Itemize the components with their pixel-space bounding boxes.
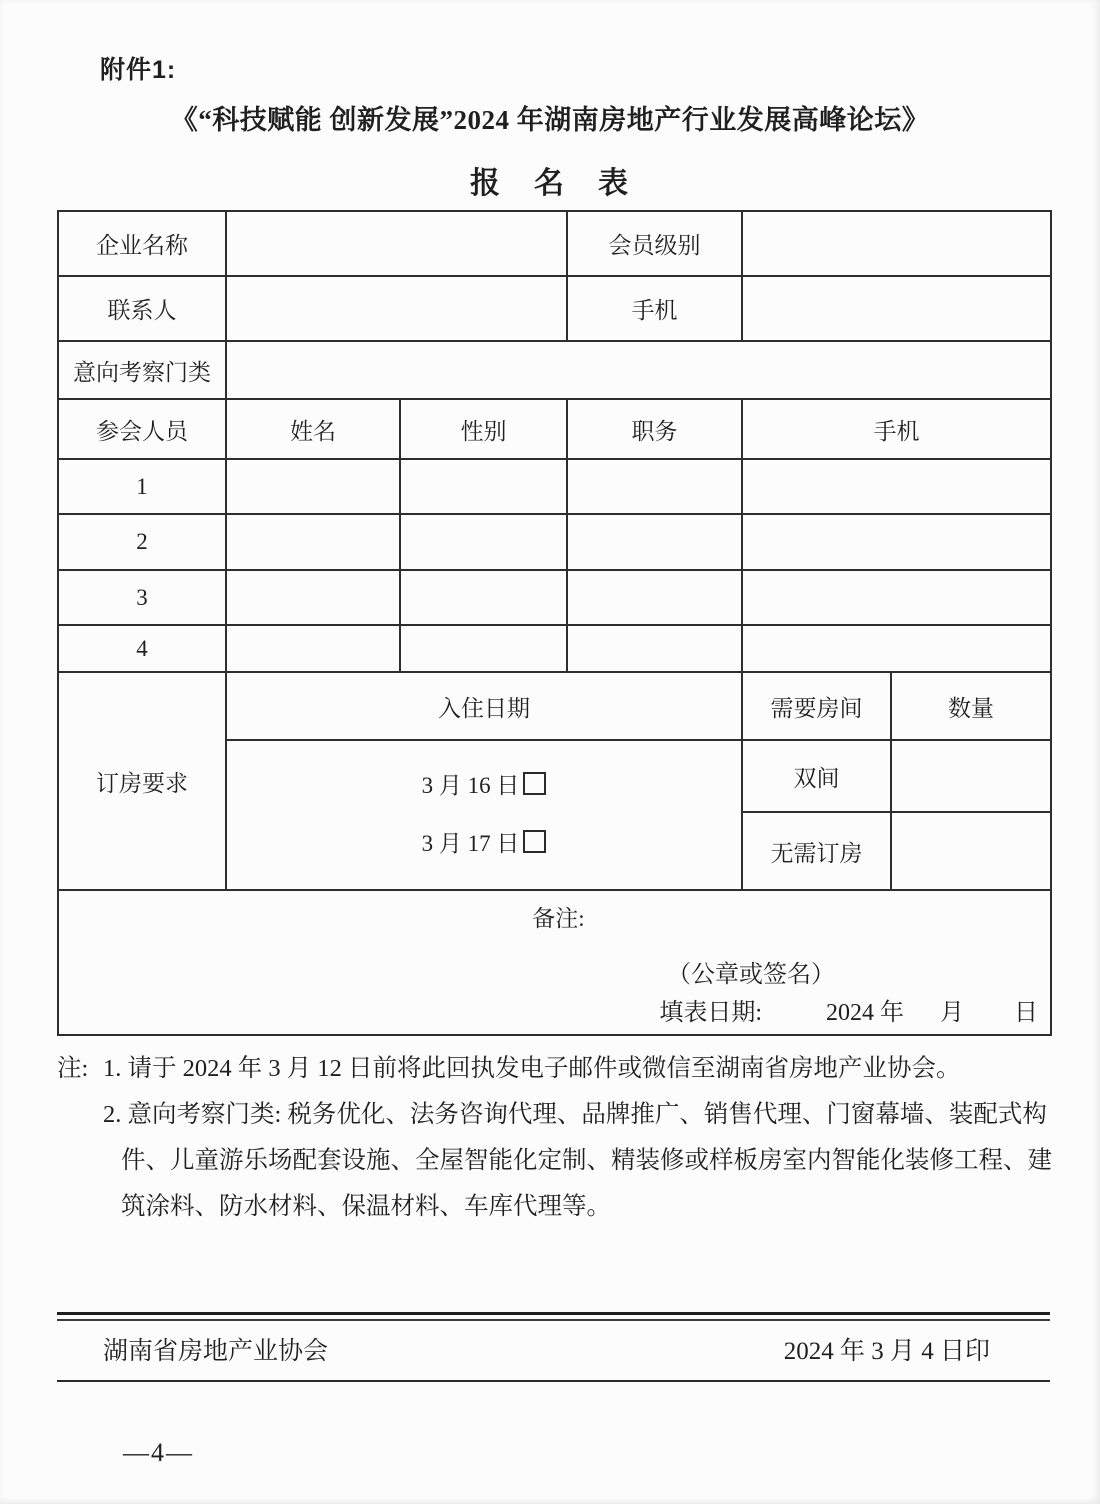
company-name-label: 企业名称 [58,211,226,276]
participant-gender-cell[interactable] [400,570,567,625]
date-option-label: 3 月 16 日 [421,773,520,798]
company-name-input[interactable] [226,211,567,276]
footer-print-date: 2024 年 3 月 4 日印 [783,1338,990,1365]
participant-row-number: 2 [58,514,226,570]
checkin-date-options [226,740,742,890]
participant-name-cell[interactable] [226,570,400,625]
document-subtitle: 报 名 表 [470,167,630,200]
contact-input[interactable] [226,276,567,341]
contact-mobile-input[interactable] [742,276,1051,341]
name-column-header: 姓名 [226,399,400,459]
footer-single-rule [57,1380,1050,1382]
table-row [58,211,1051,276]
participant-row [58,459,1051,514]
booking-header-row [58,672,1051,740]
member-level-input[interactable] [742,211,1051,276]
fill-date-month: 月 [940,999,964,1026]
participant-row [58,570,1051,625]
remarks-row [58,890,1051,1035]
no-booking-label: 无需订房 [742,812,891,890]
participant-position-cell[interactable] [567,625,742,672]
participant-row-number: 1 [58,459,226,514]
participant-mobile-cell[interactable] [742,625,1051,672]
notes-prefix-spacer [57,1092,103,1230]
participant-position-cell[interactable] [567,514,742,570]
inspection-category-label: 意向考察门类 [58,341,226,399]
quantity-header: 数量 [891,672,1051,740]
participant-row [58,625,1051,672]
footer-double-rule [57,1312,1050,1321]
remarks-label: 备注: [532,905,585,931]
date-option-label: 3 月 17 日 [421,831,520,856]
double-room-label: 双间 [742,740,891,812]
fill-date-year: 2024 年 [826,999,904,1026]
position-column-header: 职务 [567,399,742,459]
contact-mobile-label: 手机 [567,276,742,341]
note-item-1 [57,1046,1052,1092]
participant-gender-cell[interactable] [400,514,567,570]
participant-position-cell[interactable] [567,570,742,625]
registration-table [57,210,1052,1036]
note-item-2 [57,1092,1052,1230]
participants-label: 参会人员 [58,399,226,459]
date-option-march-16 [227,757,741,815]
inspection-category-input[interactable] [226,341,1051,399]
notes-section [57,1046,1052,1230]
room-needed-header: 需要房间 [742,672,891,740]
participant-row-number: 4 [58,625,226,672]
participant-name-cell[interactable] [226,625,400,672]
page-number: —4— [123,1438,194,1467]
march-16-checkbox[interactable] [523,772,546,795]
gender-column-header: 性别 [400,399,567,459]
date-option-march-17 [227,815,741,873]
mobile-column-header: 手机 [742,399,1051,459]
footer-row [57,1330,1050,1374]
fill-date-label: 填表日期: [659,999,762,1026]
participant-name-cell[interactable] [226,514,400,570]
booking-label: 订房要求 [58,672,226,890]
table-row [58,276,1051,341]
attachment-label: 附件1: [100,56,177,84]
notes-prefix: 注: [57,1055,89,1082]
member-level-label: 会员级别 [567,211,742,276]
no-booking-quantity-cell[interactable] [891,812,1051,890]
footer-organization: 湖南省房地产业协会 [103,1338,329,1365]
checkin-date-header: 入住日期 [226,672,742,740]
note-1-text: 1. 请于 2024 年 3 月 12 日前将此回执发电子邮件或微信至湖南省房地产业协会。 [103,1055,961,1082]
march-17-checkbox[interactable] [523,830,546,853]
contact-label: 联系人 [58,276,226,341]
participant-mobile-cell[interactable] [742,514,1051,570]
fill-date-day: 日 [1014,999,1038,1026]
seal-or-signature-label: （公章或签名） [667,961,835,988]
table-row [58,341,1051,399]
fill-date-line [59,996,1050,1030]
document-title: 《“科技赋能 创新发展”2024 年湖南房地产行业发展高峰论坛》 [170,105,930,135]
participant-gender-cell[interactable] [400,625,567,672]
participant-name-cell[interactable] [226,459,400,514]
participant-position-cell[interactable] [567,459,742,514]
participant-row-number: 3 [58,570,226,625]
participant-gender-cell[interactable] [400,459,567,514]
note-2-text: 2. 意向考察门类: 税务优化、法务咨询代理、品牌推广、销售代理、门窗幕墙、装配式构件、儿童游乐场配套设施、全屋智能化定制、精装修或样板房室内智能化装修工程、建筑涂料、防水材料、保温材料、车库代理等。 [103,1101,1052,1220]
remarks-cell[interactable] [58,890,1051,1035]
participant-mobile-cell[interactable] [742,459,1051,514]
double-room-quantity-cell[interactable] [891,740,1051,812]
participants-header-row [58,399,1051,459]
participant-mobile-cell[interactable] [742,570,1051,625]
participant-row [58,514,1051,570]
